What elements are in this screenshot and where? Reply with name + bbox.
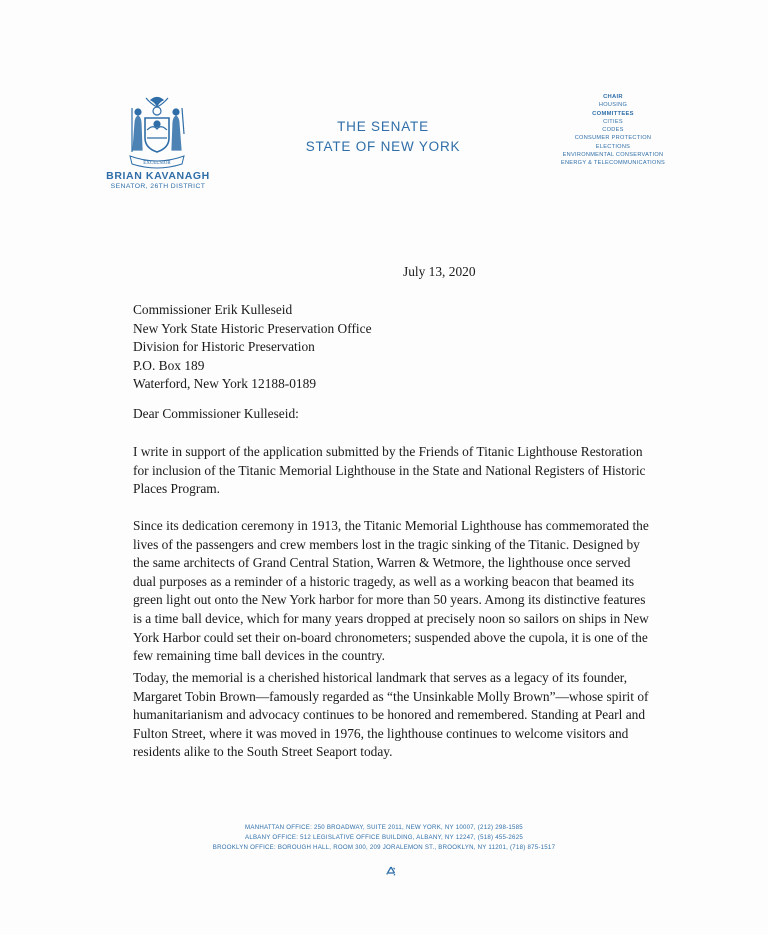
chair-item: HOUSING [598, 102, 628, 109]
recycle-icon [384, 865, 398, 879]
committee-item: ENVIRONMENTAL CONSERVATION [562, 152, 664, 159]
senator-district: SENATOR, 26TH DISTRICT [110, 183, 206, 190]
committee-item: CONSUMER PROTECTION [574, 135, 652, 142]
address-line: P.O. Box 189 [133, 357, 205, 373]
senate-heading-line-1: THE SENATE [337, 119, 429, 134]
body-paragraph-3: Today, the memorial is a cherished historical landmark that serves as a legacy of its founder, Margaret Tobin Brown—famously regarded as “the Unsinkable Molly Brown”—whose spirit of humanitarianism and advocacy continues to be honored and remembered. Standing at Pearl and Fulton Street, where it was moved in 1976, the lighthouse continues to welcome visitors and residents alike to the South Street Seaport today. [133, 670, 649, 760]
office-addresses-footer [130, 823, 638, 853]
address-line: Waterford, New York 12188-0189 [133, 376, 317, 392]
senator-name: BRIAN KAVANAGH [106, 170, 210, 182]
footer-line-albany: ALBANY OFFICE: 512 LEGISLATIVE OFFICE BUILDING, ALBANY, NY 12247, (518) 455-2625 [245, 834, 523, 841]
committee-item: ELECTIONS [595, 143, 631, 150]
state-seal-icon [118, 94, 196, 172]
committee-list [548, 93, 678, 168]
senate-heading-line-2: STATE OF NEW YORK [305, 139, 461, 154]
address-line: Division for Historic Preservation [133, 339, 315, 355]
body-paragraph-1: I write in support of the application submitted by the Friends of Titanic Lighthouse Restoration for inclusion of the Titanic Memorial Lighthouse in the State and National Registers of Historic Places Program. [133, 444, 646, 497]
body-paragraph-2: Since its dedication ceremony in 1913, the Titanic Memorial Lighthouse has commemorated the lives of the passengers and crew members lost in the tragic sinking of the Titanic. Designed by the same architects of Grand Central Station, Warren & Wetmore, the lighthouse once served dual purposes as a reminder of a historic tragedy, as well as a working beacon that beamed its green light out onto the New York harbor for more than 50 years. Among its distinctive features is a time ball device, which for many years dropped at precisely noon so sailors on ships in New York Harbor could set their on-board chronometers; suspended above the cupola, it is one of the few remaining time ball devices in the country. [133, 518, 649, 664]
letter-date: July 13, 2020 [403, 264, 476, 279]
seal-banner-text: EXCELSIOR [143, 161, 171, 166]
chair-header: CHAIR [603, 94, 623, 100]
salutation: Dear Commissioner Kulleseid: [133, 406, 299, 421]
footer-line-brooklyn: BROOKLYN OFFICE: BOROUGH HALL, ROOM 300, 209 JORALEMON ST., BROOKLYN, NY 11201, (718) 875-1517 [212, 844, 556, 851]
footer-line-manhattan: MANHATTAN OFFICE: 250 BROADWAY, SUITE 2011, NEW YORK, NY 10007, (212) 298-1585 [245, 824, 523, 831]
address-line: Commissioner Erik Kulleseid [133, 302, 293, 317]
recipient-address [133, 301, 372, 394]
committees-header: COMMITTEES [592, 110, 634, 117]
committee-item: CODES [602, 127, 624, 134]
address-line: New York State Historic Preservation Office [133, 320, 372, 336]
committee-item: ENERGY & TELECOMMUNICATIONS [560, 160, 666, 167]
committee-item: CITIES [603, 118, 623, 125]
senate-heading [300, 117, 466, 157]
